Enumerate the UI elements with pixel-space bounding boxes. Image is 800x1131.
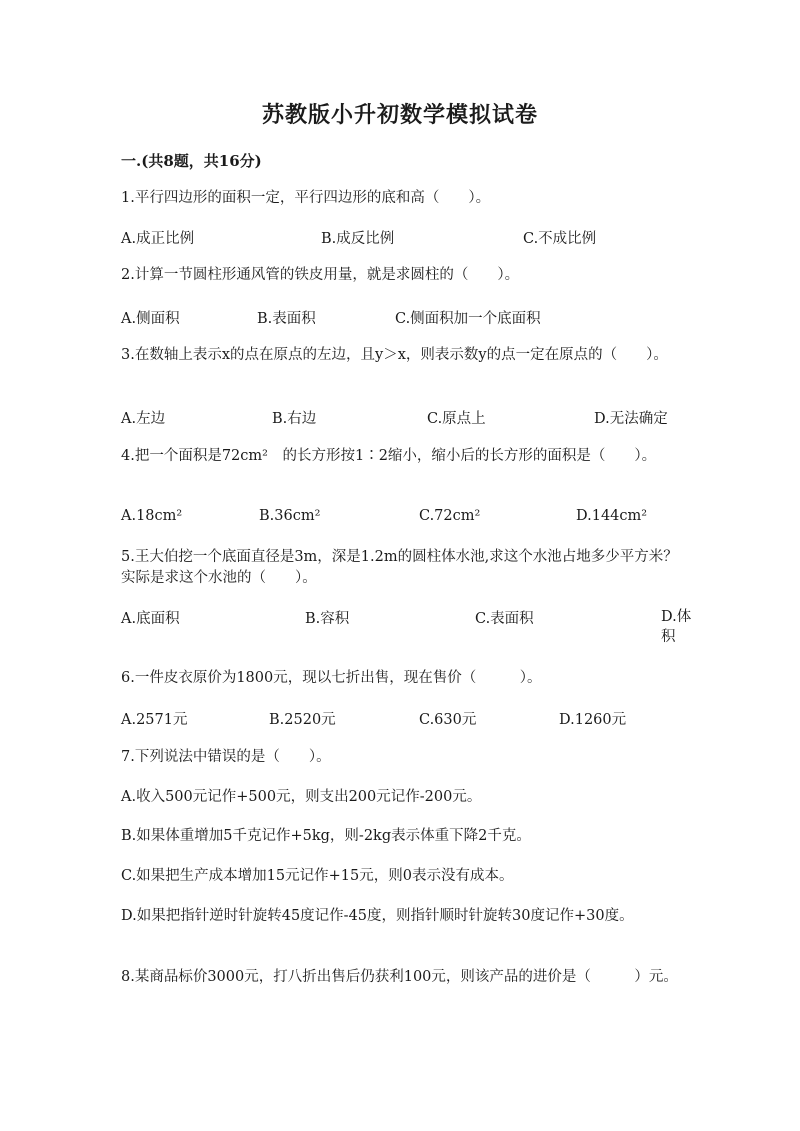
option-a[interactable]: A.侧面积: [121, 311, 180, 327]
option-b[interactable]: B.成反比例: [321, 231, 395, 247]
question-4-options: [121, 508, 681, 530]
question-7: 7.下列说法中错误的是（ ）。: [121, 749, 331, 765]
question-6: 6.一件皮衣原价为1800元，现以七折出售，现在售价（ ）。: [121, 670, 542, 686]
option-c[interactable]: C.630元: [419, 712, 477, 728]
option-c[interactable]: C.原点上: [427, 411, 486, 427]
option-b[interactable]: B.容积: [305, 611, 350, 627]
question-2: 2.计算一节圆柱形通风管的铁皮用量，就是求圆柱的（ ）。: [121, 267, 520, 283]
option-d[interactable]: D.无法确定: [594, 411, 668, 427]
statement-a[interactable]: A.收入500元记作+500元，则支出200元记作-200元。: [121, 789, 482, 805]
option-c[interactable]: C.侧面积加一个底面积: [395, 311, 541, 327]
question-1-options: [121, 227, 681, 249]
question-8: 8.某商品标价3000元，打八折出售后仍获利100元，则该产品的进价是（ ）元。: [121, 969, 678, 985]
question-3-options: [121, 407, 681, 429]
option-a[interactable]: A.成正比例: [121, 231, 195, 247]
option-a[interactable]: A.2571元: [121, 712, 188, 728]
question-6-options: [121, 708, 681, 730]
option-b[interactable]: B.36cm²: [259, 508, 321, 524]
section-heading: 一.(共8题，共16分): [121, 152, 262, 170]
question-5-options: [121, 607, 692, 645]
statement-d[interactable]: D.如果把指针逆时针旋转45度记作-45度，则指针顺时针旋转30度记作+30度。: [121, 908, 634, 924]
option-c[interactable]: C.72cm²: [419, 508, 481, 524]
option-b[interactable]: B.右边: [272, 411, 317, 427]
question-3: 3.在数轴上表示x的点在原点的左边，且y＞x，则表示数y的点一定在原点的（ ）。: [121, 347, 668, 363]
question-4: 4.把一个面积是72cm² 的长方形按1∶2缩小，缩小后的长方形的面积是（ ）。: [121, 448, 657, 464]
option-c[interactable]: C.不成比例: [523, 231, 597, 247]
option-d[interactable]: D.体积: [661, 609, 692, 645]
option-d[interactable]: D.144cm²: [576, 508, 648, 524]
question-5: 5.王大伯挖一个底面直径是3m，深是1.2m的圆柱体水池,求这个水池占地多少平方米？实际是求这个水池的（ ）。: [121, 549, 678, 586]
option-a[interactable]: A.左边: [121, 411, 166, 427]
option-c[interactable]: C.表面积: [475, 611, 534, 627]
option-d[interactable]: D.1260元: [559, 712, 627, 728]
statement-b[interactable]: B.如果体重增加5千克记作+5kg，则-2kg表示体重下降2千克。: [121, 828, 531, 844]
option-a[interactable]: A.18cm²: [121, 508, 183, 524]
question-1: 1.平行四边形的面积一定，平行四边形的底和高（ ）。: [121, 190, 491, 206]
page-title: 苏教版小升初数学模拟试卷: [261, 102, 538, 128]
option-a[interactable]: A.底面积: [121, 611, 180, 627]
statement-c[interactable]: C.如果把生产成本增加15元记作+15元，则0表示没有成本。: [121, 868, 514, 884]
question-2-options: [121, 307, 681, 329]
option-b[interactable]: B.表面积: [257, 311, 316, 327]
option-b[interactable]: B.2520元: [269, 712, 336, 728]
